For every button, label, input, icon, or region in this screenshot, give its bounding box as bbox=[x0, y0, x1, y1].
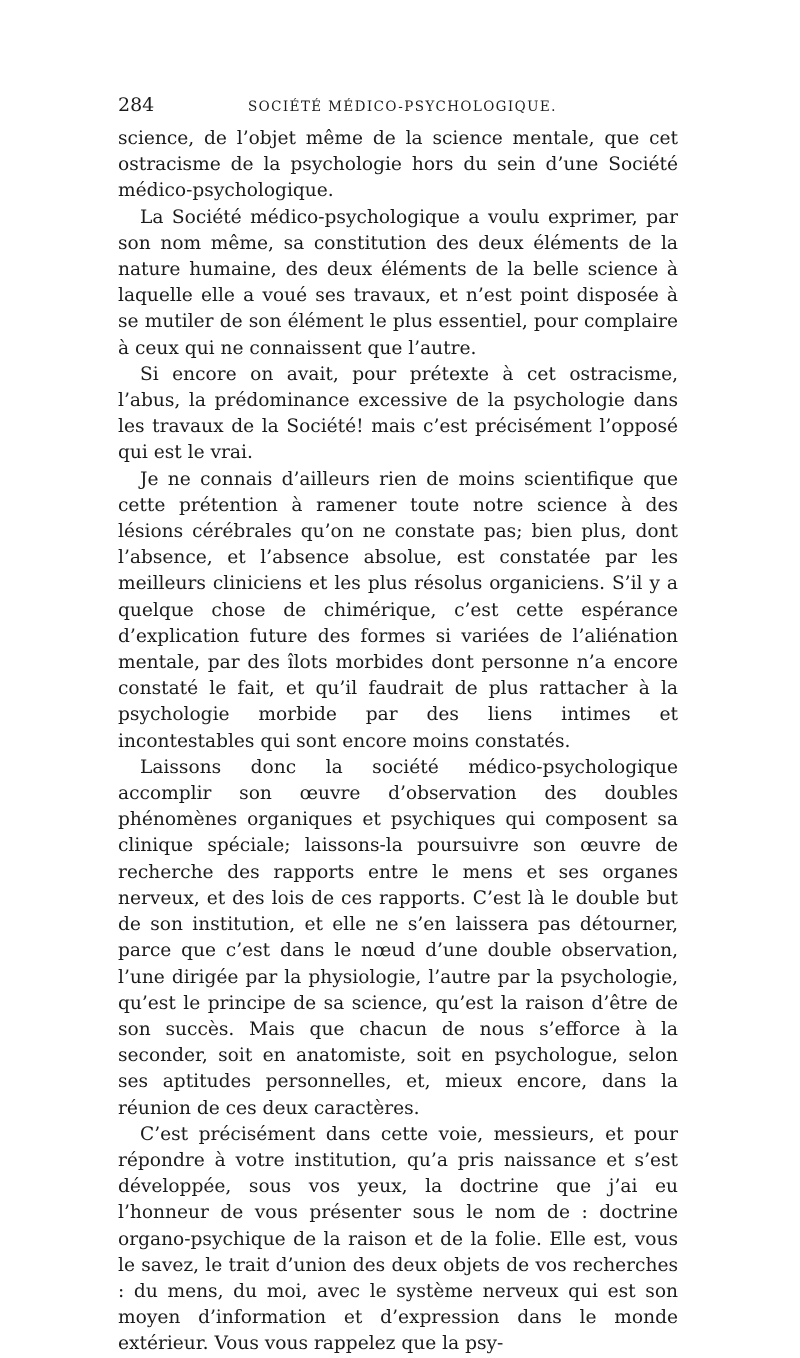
paragraph: Si encore on avait, pour prétexte à cet ostracisme, l’abus, la prédominance excessive de la psychologie dans les travaux de la Société! mais c’est précisément l’opposé qui est le vrai. bbox=[118, 363, 678, 464]
book-page bbox=[118, 94, 678, 1358]
paragraph: La Société médico-psychologique a voulu exprimer, par son nom même, sa constitution des deux éléments de la nature humaine, des deux éléments de la belle science à laquelle elle a voué ses travaux, et n’est point disposée à se mutiler de son élément le plus essentiel, pour complaire à ceux qui ne connaissent que l’autre. bbox=[118, 206, 678, 359]
page-number: 284 bbox=[118, 94, 155, 116]
paragraph: Laissons donc la société médico-psychologique accomplir son œuvre d’observation des doubles phénomènes organiques et psychiques qui composent sa clinique spéciale; laissons-la poursuivre son œuvre de recherche des rapports entre le mens et ses organes nerveux, et des lois de ces rapports. C’est là le double but de son institution, et elle ne s’en laissera pas détourner, parce que c’est dans le nœud d’une double observation, l’une dirigée par la physiologie, l’autre par la psychologie, qu’est le principe de sa science, qu’est la raison d’être de son succès. Mais que chacun de nous s’efforce à la seconder, soit en anatomiste, soit en psychologue, selon ses aptitudes personnelles, et, mieux encore, dans la réunion de ces deux caractères. bbox=[118, 756, 678, 1119]
paragraph: Je ne connais d’ailleurs rien de moins scientifique que cette prétention à ramener toute notre science à des lésions cérébrales qu’on ne constate pas; bien plus, dont l’absence, et l’absence absolue, est constatée par les meilleurs cliniciens et les plus résolus organiciens. S’il y a quelque chose de chimérique, c’est cette espérance d’explication future des formes si variées de l’aliénation mentale, par des îlots morbides dont personne n’a encore constaté le fait, et qu’il faudrait de plus rattacher à la psychologie morbide par des liens intimes et incontestables qui sont encore moins constatés. bbox=[118, 468, 678, 752]
paragraph: C’est précisément dans cette voie, messieurs, et pour répondre à votre institution, qu’a pris naissance et s’est développée, sous vos yeux, la doctrine que j’ai eu l’honneur de vous présenter sous le nom de : doctrine organo-psychique de la raison et de la folie. Elle est, vous le savez, le trait d’union des deux objets de vos recherches : du mens, du moi, avec le système nerveux qui est son moyen d’information et d’expression dans le monde extérieur. Vous vous rappelez que la psy- bbox=[118, 1123, 678, 1355]
running-head bbox=[118, 94, 678, 122]
paragraph-continuation: science, de l’objet même de la science mentale, que cet ostracisme de la psychologie hors du sein d’une Société médico-psychologique. bbox=[118, 128, 678, 202]
running-title: SOCIÉTÉ MÉDICO-PSYCHOLOGIQUE. bbox=[248, 99, 557, 115]
body-text bbox=[118, 126, 678, 1358]
